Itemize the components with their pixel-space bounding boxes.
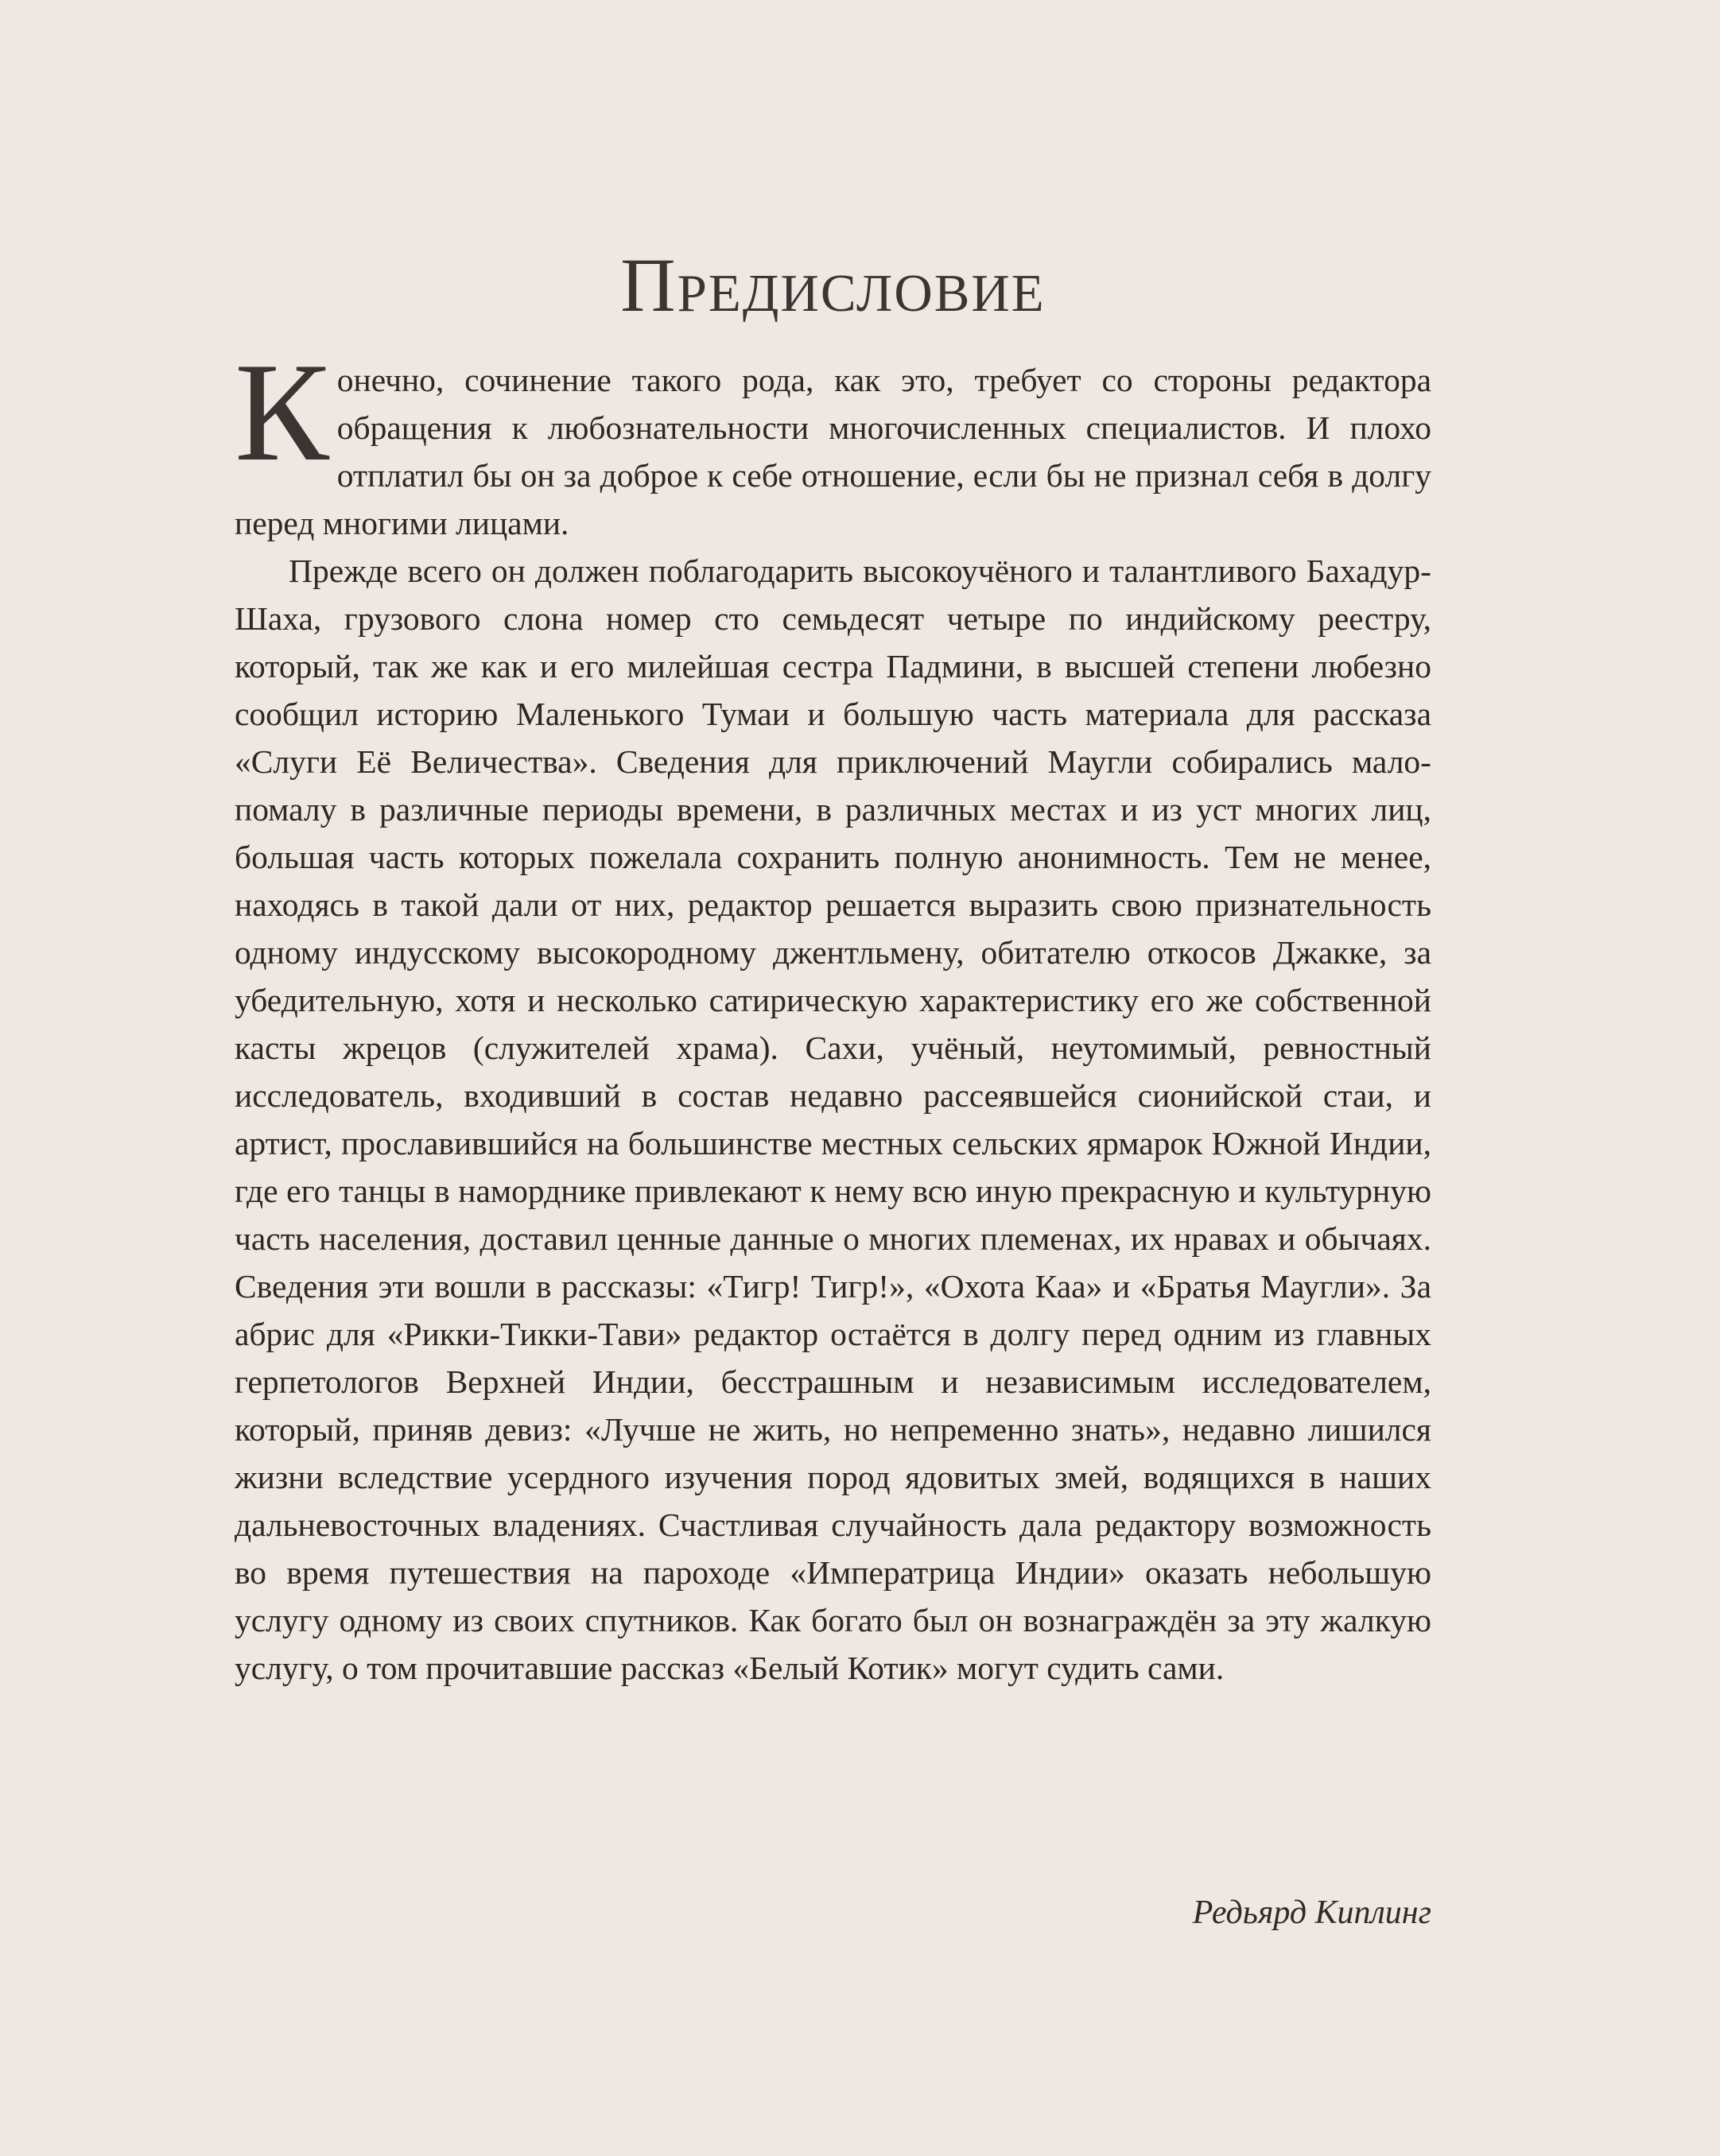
- paragraph-1-text: онечно, сочинение такого рода, как это, требует со стороны редактора обращения к любознательности многочисленных специалистов. И плохо отплатил бы он за доброе к себе отношение, если бы не признал себя в долгу перед многими лицами.: [235, 362, 1431, 541]
- drop-cap: К: [235, 333, 329, 491]
- author-signature: Редьярд Киплинг: [1192, 1894, 1431, 1931]
- body-text: [235, 333, 1431, 1692]
- paragraph-1: [235, 333, 1431, 547]
- document-page: [235, 183, 1431, 2011]
- page-title: Предисловие: [620, 242, 1046, 328]
- paragraph-2: Прежде всего он должен поблагодарить высокоучёного и талантливого Бахадур-Шаха, грузового слона номер сто семьдесят четыре по индийскому реестру, который, так же как и его милейшая сестра Падмини, в высшей степени любезно сообщил историю Маленького Тумаи и большую часть материала для рассказа «Слуги Её Величества». Сведения для приключений Маугли собирались мало-помалу в различные периоды времени, в различных местах и из уст многих лиц, большая часть которых пожелала сохранить полную анонимность. Тем не менее, находясь в такой дали от них, редактор решается выразить свою признательность одному индусскому высокородному джентльмену, обитателю откосов Джакке, за убедительную, хотя и несколько сатирическую характеристику его же собственной касты жрецов (служителей храма). Сахи, учёный, неутомимый, ревностный исследователь, входивший в состав недавно рассеявшейся сионийской стаи, и артист, прославившийся на большинстве местных сельских ярмарок Южной Индии, где его танцы в наморднике привлекают к нему всю иную прекрасную и культурную часть населения, доставил ценные данные о многих племенах, их нравах и обычаях. Сведения эти вошли в рассказы: «Тигр! Тигр!», «Охота Каа» и «Братья Маугли». За абрис для «Рикки-Тикки-Тави» редактор остаётся в долгу перед одним из главных герпетологов Верхней Индии, бесстрашным и независимым исследователем, который, приняв девиз: «Лучше не жить, но непременно знать», недавно лишился жизни вследствие усердного изучения пород ядовитых змей, водящихся в наших дальневосточных владениях. Счастливая случайность дала редактору возможность во время путешествия на пароходе «Императрица Индии» оказать небольшую услугу одному из своих спутников. Как богато был он вознаграждён за эту жалкую услугу, о том прочитавшие рассказ «Белый Котик» могут судить сами.: [235, 553, 1431, 1686]
